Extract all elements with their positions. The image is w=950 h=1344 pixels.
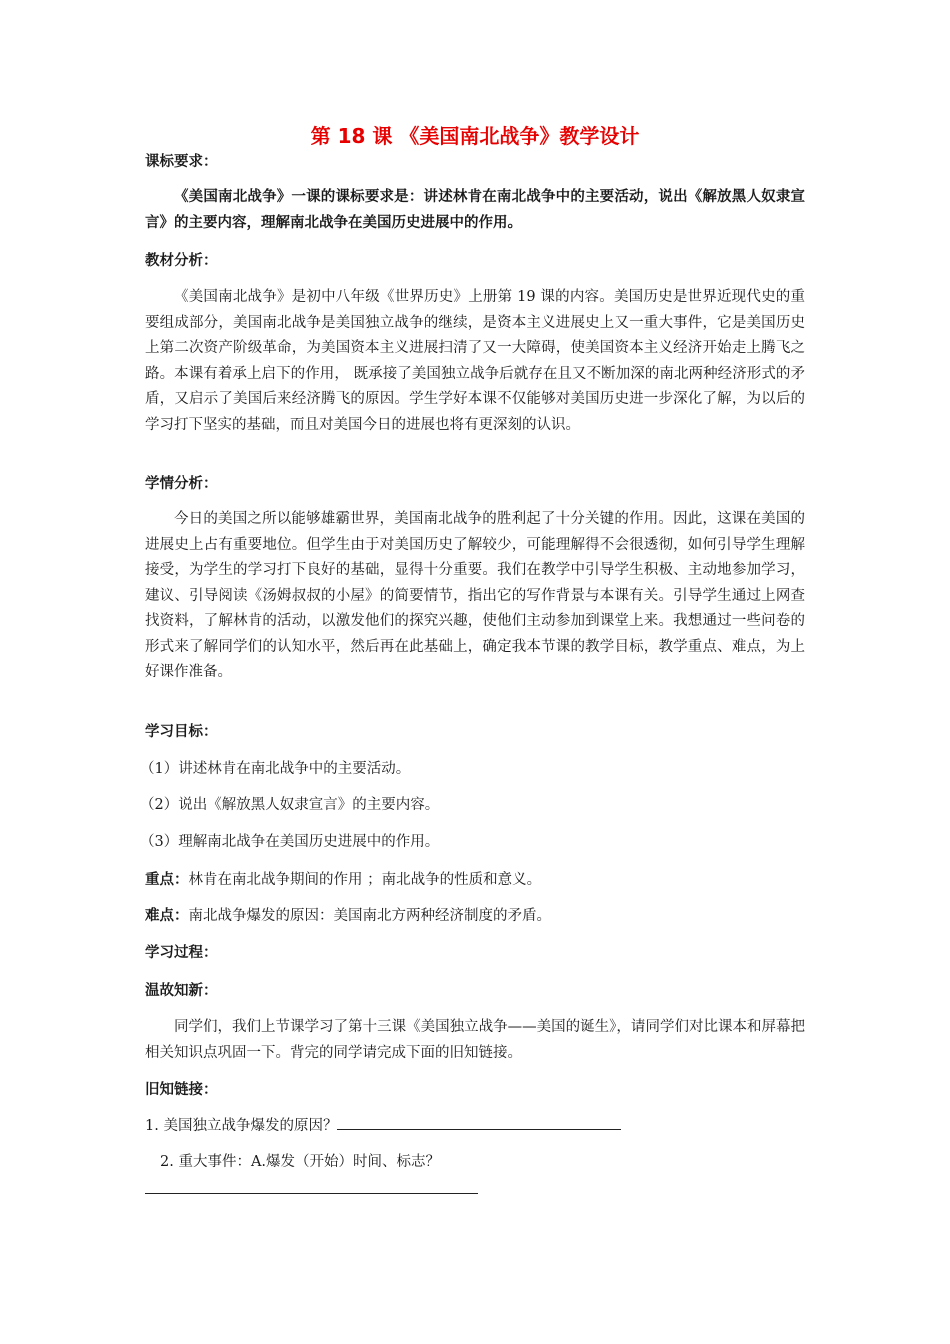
question-1 xyxy=(145,1115,621,1136)
difficulty-line xyxy=(145,906,551,926)
difficulty-label: 难点： xyxy=(145,908,189,924)
objective-item: （1）讲述林肯在南北战争中的主要活动。 xyxy=(140,761,411,777)
difficulty-text: 南北战争爆发的原因：美国南北方两种经济制度的矛盾。 xyxy=(188,908,551,924)
textbook-analysis-heading: 教材分析： xyxy=(145,253,218,269)
keypoint-label: 重点： xyxy=(145,872,189,888)
answer-blank-2[interactable] xyxy=(145,1193,478,1194)
review-heading: 温故知新： xyxy=(145,983,218,999)
review-paragraph: 同学们，我们上节课学习了第十三课《美国独立战争——美国的诞生》，请同学们对比课本和屏幕把相关知识点巩固一下。背完的同学请完成下面的旧知链接。 xyxy=(145,1019,805,1061)
links-heading: 旧知链接： xyxy=(145,1082,218,1098)
curriculum-paragraph: 《美国南北战争》一课的课标要求是：讲述林肯在南北战争中的主要活动，说出《解放黑人奴隶宣言》的主要内容，理解南北战争在美国历史进展中的作用。 xyxy=(145,189,805,231)
keypoint-text: 林肯在南北战争期间的作用 ；南北战争的性质和意义。 xyxy=(188,872,542,888)
student-analysis-paragraph: 今日的美国之所以能够雄霸世界，美国南北战争的胜利起了十分关键的作用。因此，这课在美国的进展史上占有重要地位。但学生由于对美国历史了解较少，可能理解得不会很透彻，如何引导学生理解接受，为学生的学习打下良好的基础，显得十分重要。我们在教学中引导学生积极、主动地参加学习，建议、引导阅读《汤姆叔叔的小屋》的简要情节，指出它的写作背景与本课有关。引导学生通过上网查找资料，了解林肯的活动，以激发他们的探究兴趣，使他们主动参加到课堂上来。我想通过一些问卷的形式来了解同学们的认知水平，然后再在此基础上，确定我本节课的教学目标，教学重点、难点，为上好课作准备。 xyxy=(145,511,805,680)
process-heading: 学习过程： xyxy=(145,945,218,961)
objective-item: （3）理解南北战争在美国历史进展中的作用。 xyxy=(140,834,440,850)
curriculum-heading: 课标要求： xyxy=(145,154,218,170)
answer-blank-1[interactable] xyxy=(337,1115,621,1130)
page-title: 第 18 课 《美国南北战争》教学设计 xyxy=(310,124,640,148)
question-1-text: 1. 美国独立战争爆发的原因？ xyxy=(145,1118,338,1134)
objective-item: （2）说出《解放黑人奴隶宣言》的主要内容。 xyxy=(140,797,440,813)
question-2: 2. 重大事件：A.爆发（开始）时间、标志？ xyxy=(160,1154,441,1170)
objectives-heading: 学习目标： xyxy=(145,724,218,740)
student-analysis-heading: 学情分析： xyxy=(145,476,218,492)
textbook-analysis-paragraph: 《美国南北战争》是初中八年级《世界历史》上册第 19 课的内容。美国历史是世界近现代史的重要组成部分，美国南北战争是美国独立战争的继续，是资本主义进展史上又一重大事件，它是美国历史上第二次资产阶级革命，为美国资本主义进展扫清了又一大障碍，使美国资本主义经济开始走上腾飞之路。本课有着承上启下的作用， 既承接了美国独立战争后就存在且又不断加深的南北两种经济形式的矛盾，又启示了美国后来经济腾飞的原因。学生学好本课不仅能够对美国历史进一步深化了解，为以后的学习打下坚实的基础，而且对美国今日的进展也将有更深刻的认识。 xyxy=(145,289,805,433)
keypoint-line xyxy=(145,870,541,890)
